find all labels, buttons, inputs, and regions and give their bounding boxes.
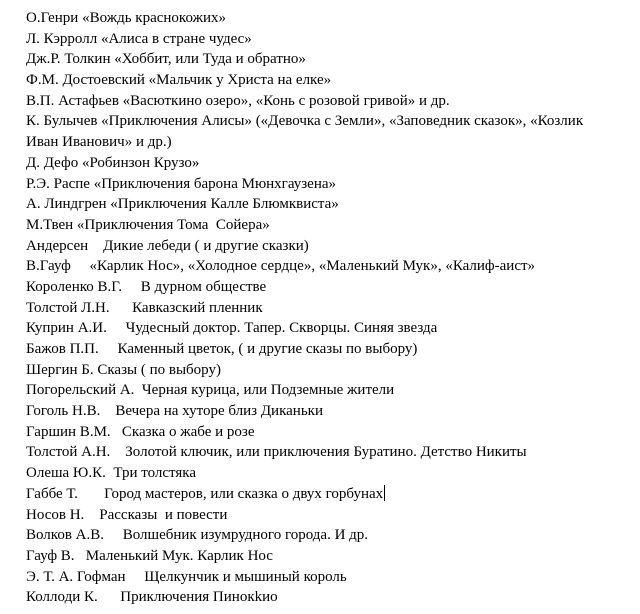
- book-line-8: Д. Дефо «Робинзон Крузо»: [26, 154, 200, 171]
- document-body[interactable]: [26, 8, 636, 608]
- book-line-24-text: Габбе Т. Город мастеров, или сказка о двух горбунах: [26, 485, 384, 502]
- book-line-28: Э. Т. А. Гофман Щелкунчик и мышиный король: [26, 568, 347, 585]
- book-line-2: Л. Кэрролл «Алиса в стране чудес»: [26, 30, 252, 47]
- book-line-5: В.П. Астафьев «Васюткино озеро», «Конь с розовой гривой» и др.: [26, 92, 450, 109]
- book-line-3: Дж.Р. Толкин «Хоббит, или Туда и обратно»: [26, 51, 306, 68]
- book-line-21: Гаршин В.М. Сказка о жабе и розе: [26, 423, 255, 440]
- book-line-13: В.Гауф «Карлик Нос», «Холодное сердце», «Маленький Мук», «Калиф-аист»: [26, 258, 536, 275]
- book-line-6: К. Булычев «Приключения Алисы» («Девочка с Земли», «Заповедник сказок», «Козлик: [26, 113, 584, 130]
- book-line-7: Иван Иванович» и др.): [26, 134, 172, 151]
- book-line-15: Толстой Л.Н. Кавказский пленник: [26, 299, 263, 316]
- book-line-1: О.Генри «Вождь краснокожих»: [26, 10, 226, 26]
- book-line-11: М.Твен «Приключения Тома Сойера»: [26, 216, 270, 233]
- book-line-12: Андерсен Дикие лебеди ( и другие сказки): [26, 237, 309, 254]
- book-line-24: [26, 484, 636, 505]
- book-line-23: Олеша Ю.К. Три толстяка: [26, 465, 197, 482]
- book-line-22: Толстой А.Н. Золотой ключик, или приключения Буратино. Детство Никиты: [26, 444, 527, 461]
- book-line-27: Гауф В. Маленький Мук. Карлик Нос: [26, 547, 273, 564]
- book-line-20: Гоголь Н.В. Вечера на хуторе близ Диканьки: [26, 403, 323, 420]
- book-line-9: Р.Э. Распе «Приключения барона Мюнхгаузена»: [26, 175, 336, 192]
- book-line-10: А. Линдгрен «Приключения Калле Блюмквиста»: [26, 196, 339, 213]
- book-line-4: Ф.М. Достоевский «Мальчик у Христа на елке»: [26, 72, 332, 89]
- book-line-17: Бажов П.П. Каменный цветок, ( и другие сказы по выбору): [26, 341, 418, 357]
- book-line-26: Волков А.В. Волшебник изумрудного города. И др.: [26, 527, 369, 544]
- book-line-29: Коллоди К. Приключения Пинокkио: [26, 589, 278, 606]
- book-line-14: Короленко В.Г. В дурном обществе: [26, 278, 267, 295]
- text-cursor: [384, 485, 385, 501]
- book-line-25: Носов Н. Рассказы и повести: [26, 506, 228, 523]
- book-line-16: Куприн А.И. Чудесный доктор. Тапер. Скворцы. Синяя звезда: [26, 320, 438, 337]
- book-line-18: Шергин Б. Сказы ( по выбору): [26, 361, 221, 378]
- book-line-19: Погорельский А. Черная курица, или Подземные жители: [26, 382, 395, 399]
